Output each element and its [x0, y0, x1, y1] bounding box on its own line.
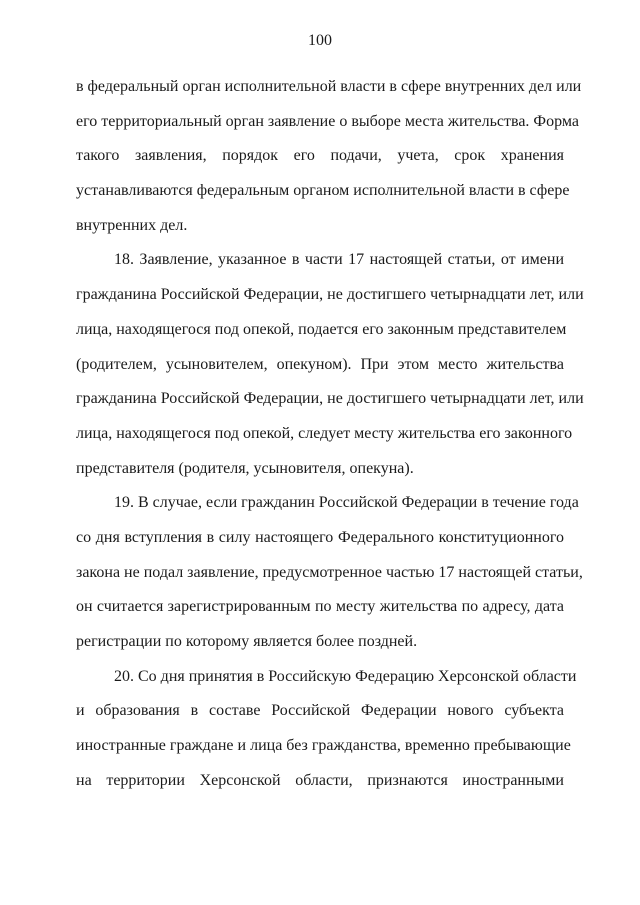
- text-line: регистрации по которому является более поздней.: [76, 633, 418, 650]
- text-line: представителя (родителя, усыновителя, опекуна).: [76, 459, 414, 477]
- text-line: гражданина Российской Федерации, не достигшего четырнадцати лет, или: [76, 390, 584, 408]
- document-body: [76, 70, 584, 798]
- text-line: 19. В случае, если гражданин Российской Федерации в течение года: [114, 494, 579, 512]
- paragraph: [76, 70, 582, 243]
- text-line: закона не подал заявление, предусмотренное частью 17 настоящей статьи,: [76, 563, 583, 581]
- text-line: иностранные граждане и лица без гражданства, временно пребывающие: [76, 737, 571, 755]
- text-line: на территории Херсонской области, признаются иностранными: [76, 771, 564, 789]
- text-line: в федеральный орган исполнительной власти в сфере внутренних дел или: [76, 78, 582, 95]
- page-number: 100: [308, 32, 332, 49]
- paragraph: [76, 243, 584, 486]
- text-line: лица, находящегося под опекой, следует месту жительства его законного: [76, 424, 573, 442]
- text-line: со дня вступления в силу настоящего Федерального конституционного: [76, 528, 564, 546]
- text-line: такого заявления, порядок его подачи, учета, срок хранения: [76, 147, 564, 165]
- text-line: (родителем, усыновителем, опекуном). При этом место жительства: [76, 355, 564, 373]
- text-line: его территориальный орган заявление о выборе места жительства. Форма: [76, 112, 579, 130]
- text-line: 18. Заявление, указанное в части 17 настоящей статьи, от имени: [114, 251, 564, 269]
- paragraph: [76, 660, 577, 799]
- paragraph: [76, 486, 583, 659]
- text-line: и образования в составе Российской Федерации нового субъекта: [76, 702, 564, 720]
- text-line: гражданина Российской Федерации, не достигшего четырнадцати лет, или: [76, 286, 584, 304]
- text-line: лица, находящегося под опекой, подается его законным представителем: [76, 320, 567, 338]
- text-line: 20. Со дня принятия в Российскую Федерацию Херсонской области: [114, 667, 577, 685]
- text-line: устанавливаются федеральным органом исполнительной власти в сфере: [76, 182, 570, 200]
- text-line: он считается зарегистрированным по месту жительства по адресу, дата: [76, 598, 564, 616]
- text-line: внутренних дел.: [76, 216, 188, 234]
